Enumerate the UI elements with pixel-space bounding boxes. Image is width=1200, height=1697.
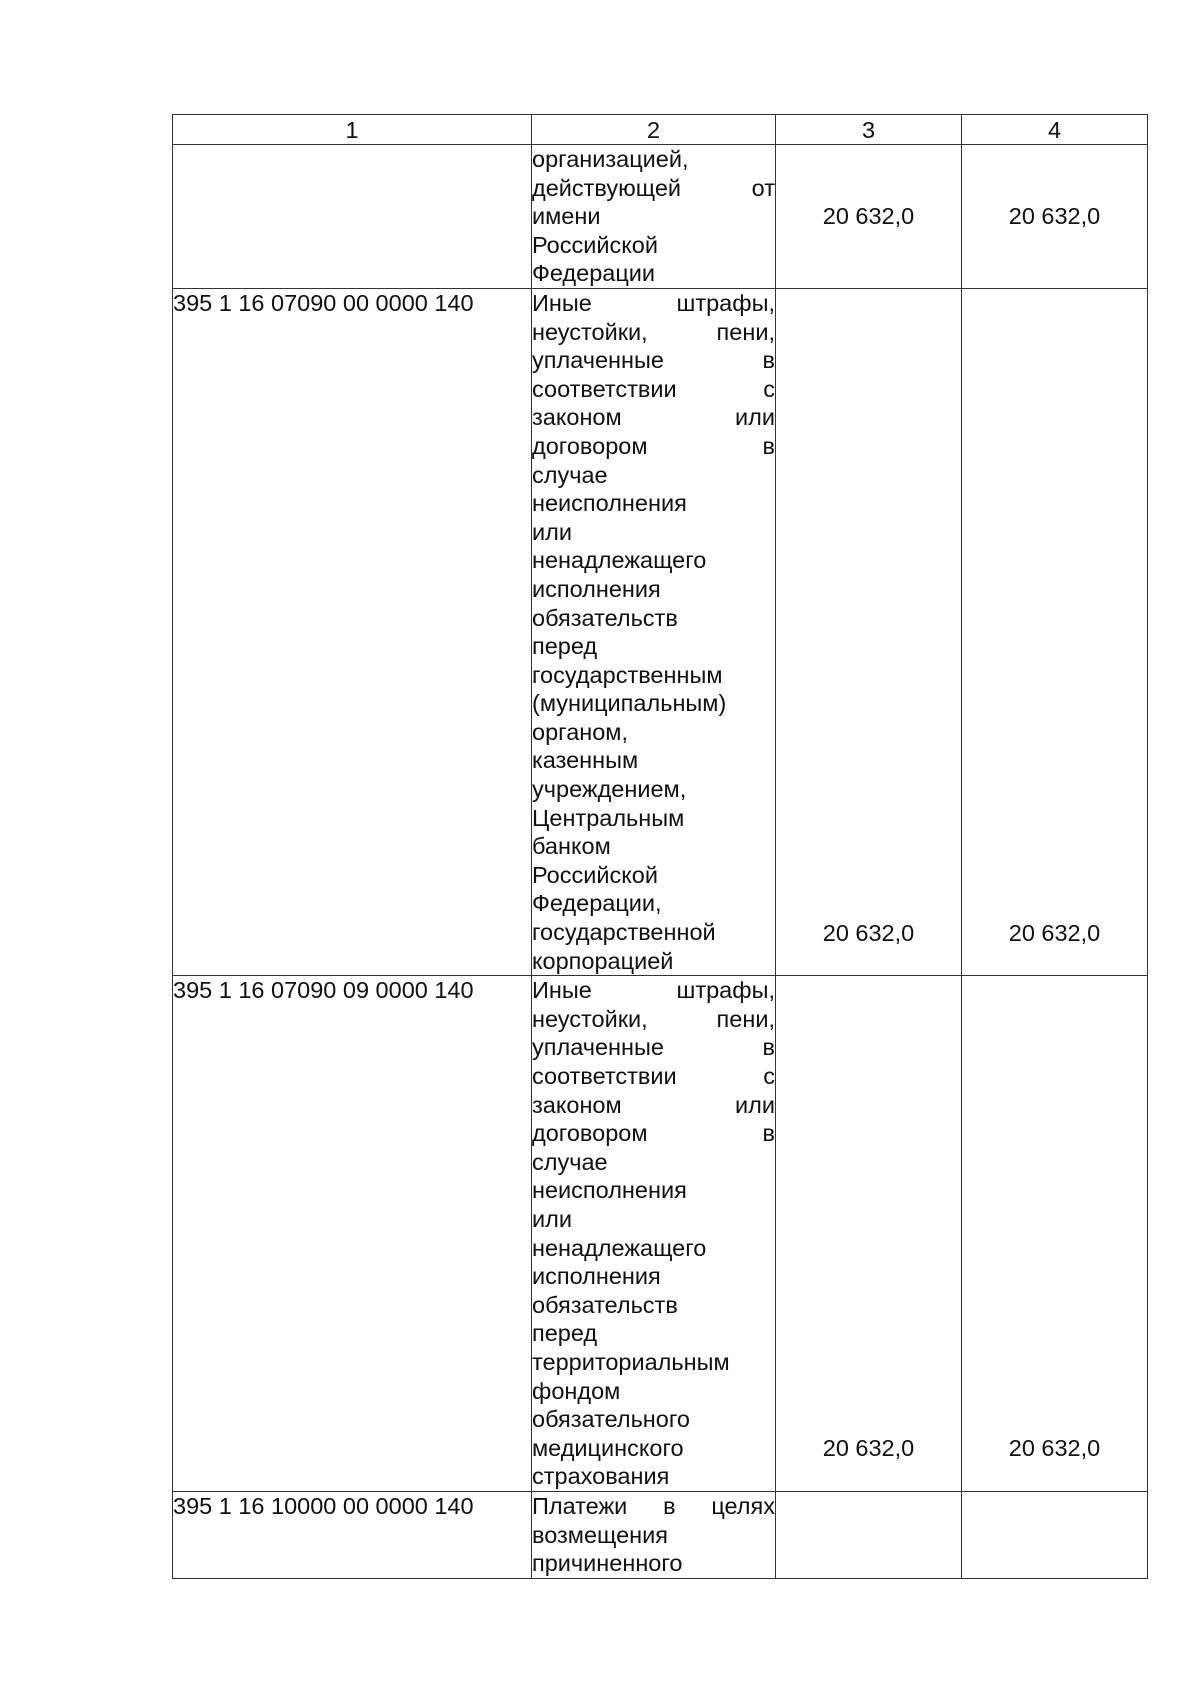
description-line: казенным [532, 747, 639, 774]
description-line: медицинского [532, 1434, 684, 1461]
budget-code-cell: 395 1 16 07090 09 0000 140 [173, 976, 532, 1492]
budget-table [172, 114, 1148, 1579]
description-line: уплаченные в [532, 347, 775, 374]
amount-cell-col4: 20 632,0 [962, 288, 1148, 975]
description-line: учреждением, [532, 776, 687, 803]
description-cell [532, 1491, 776, 1578]
description-cell [532, 976, 776, 1492]
table-row [173, 288, 1148, 975]
amount-cell-col3: 20 632,0 [776, 145, 962, 289]
description-line: соответствии с [532, 375, 775, 402]
description-line: страхования [532, 1463, 670, 1490]
column-number-2: 2 [532, 115, 776, 145]
description-line: обязательного [532, 1406, 690, 1433]
budget-code-cell: 395 1 16 07090 00 0000 140 [173, 288, 532, 975]
description-line: исполнения [532, 1263, 661, 1290]
description-line: органом, [532, 718, 628, 745]
amount-cell-col4 [962, 1491, 1148, 1578]
description-line: территориальным [532, 1348, 730, 1375]
description-line: неустойки, пени, [532, 318, 775, 345]
description-line: ненадлежащего [532, 1234, 707, 1261]
description-line: соответствии с [532, 1063, 775, 1089]
description-line: перед [532, 633, 598, 660]
description-line: законом или [532, 1091, 775, 1118]
amount-cell-col4: 20 632,0 [962, 976, 1148, 1492]
description-line: или [532, 518, 572, 545]
amount-cell-col3 [776, 1491, 962, 1578]
description-line: обязательств [532, 604, 678, 631]
amount-cell-col4: 20 632,0 [962, 145, 1148, 289]
description-line: имени [532, 203, 601, 230]
description-line: законом или [532, 404, 775, 431]
description-line: организацией, [532, 146, 689, 172]
description-line: государственной [532, 919, 716, 946]
description-line: Российской [532, 231, 658, 258]
description-line: договором в [532, 432, 775, 459]
table-row [173, 976, 1148, 1492]
description-line: договором в [532, 1120, 775, 1147]
budget-code-cell: 395 1 16 10000 00 0000 140 [173, 1491, 532, 1578]
column-number-1: 1 [173, 115, 532, 145]
amount-cell-col3: 20 632,0 [776, 288, 962, 975]
description-line: Федерации [532, 260, 656, 287]
description-line: случае [532, 461, 608, 488]
description-line: Федерации, [532, 890, 662, 917]
description-line: Платежи в целях [532, 1492, 775, 1519]
column-number-4: 4 [962, 115, 1148, 145]
description-line: исполнения [532, 575, 661, 602]
description-line: уплаченные в [532, 1034, 775, 1061]
description-line: Иные штрафы, [532, 977, 775, 1004]
description-cell [532, 145, 776, 289]
description-line: обязательств [532, 1291, 678, 1318]
description-line: действующей от [532, 174, 775, 201]
description-line: случае [532, 1148, 608, 1175]
description-line: государственным [532, 661, 723, 688]
description-line: Российской [532, 861, 658, 888]
description-line: или [532, 1205, 572, 1232]
description-line: Центральным [532, 804, 685, 831]
table-row [173, 1491, 1148, 1578]
description-line: причиненного [532, 1550, 683, 1577]
description-cell [532, 288, 776, 975]
description-line: неисполнения [532, 1177, 687, 1204]
description-line: ненадлежащего [532, 547, 707, 574]
description-line: корпорацией [532, 947, 674, 974]
description-line: неисполнения [532, 490, 687, 517]
description-line: возмещения [532, 1521, 668, 1548]
table-header-row [173, 115, 1148, 145]
description-line: фондом [532, 1377, 621, 1404]
amount-cell-col3: 20 632,0 [776, 976, 962, 1492]
description-line: неустойки, пени, [532, 1005, 775, 1032]
description-line: (муниципальным) [532, 690, 727, 717]
description-line: перед [532, 1320, 598, 1347]
table-row [173, 145, 1148, 289]
budget-code-cell [173, 145, 532, 289]
description-line: Иные штрафы, [532, 289, 775, 316]
column-number-3: 3 [776, 115, 962, 145]
description-line: банком [532, 833, 611, 860]
